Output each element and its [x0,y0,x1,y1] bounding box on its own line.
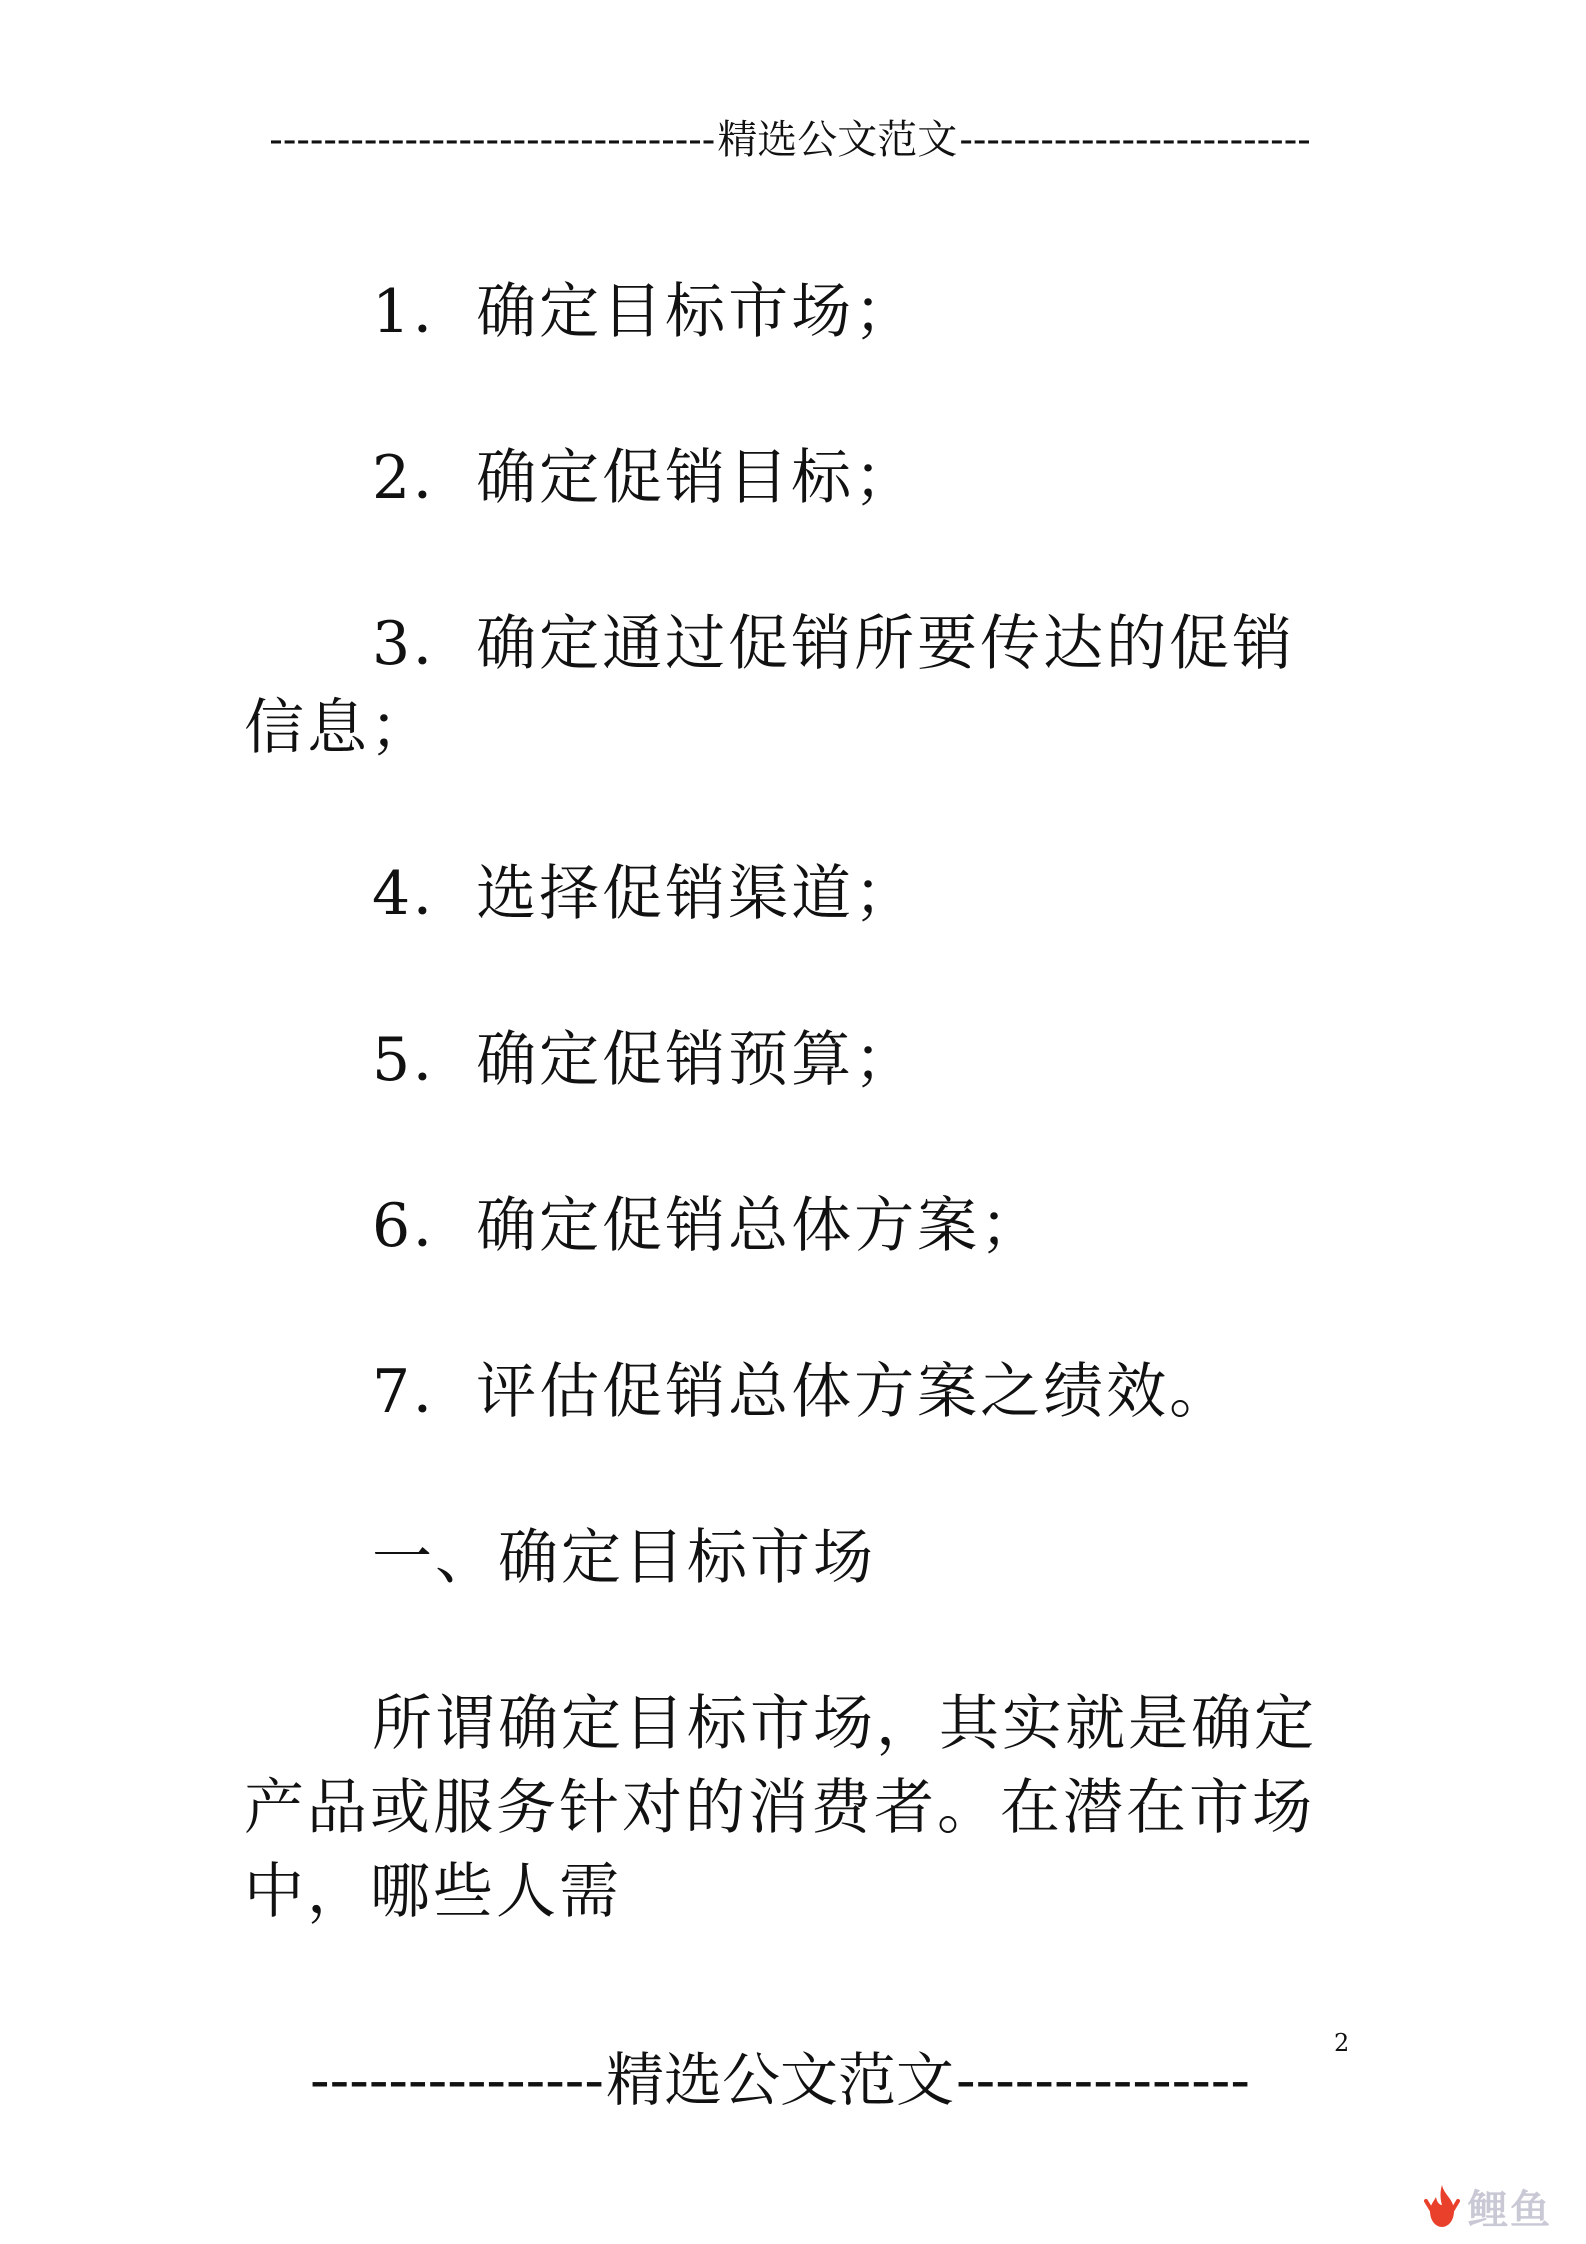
watermark-text: 鲤鱼 [1468,2186,1552,2233]
list-item-2 [244,436,1354,520]
watermark-logo [1420,2176,1570,2236]
list-item-text: 3．确定通过促销所要传达的促销信息； [244,609,1296,763]
list-item-text: 4．选择促销渠道； [372,859,918,929]
footer-left-dashes: --------------- [310,2046,604,2114]
list-item-7 [244,1350,1354,1434]
list-item-text: 6．确定促销总体方案； [372,1191,1044,1261]
list-item-text: 1．确定目标市场； [372,277,918,347]
footer-right-dashes: --------------- [956,2046,1250,2114]
header-right-dashes: -------------------------- [959,117,1311,163]
page-header [240,110,1340,170]
page-footer [240,2040,1320,2120]
list-item-5 [244,1018,1354,1102]
section-heading [244,1516,1354,1600]
page-number: 2 [1334,2029,1350,2057]
body-paragraph [244,1682,1354,1934]
list-item-4 [244,852,1354,936]
list-item-text: 7．评估促销总体方案之绩效。 [372,1357,1233,1427]
list-item-text: 2．确定促销目标； [372,443,918,513]
header-title: 精选公文范文 [717,117,958,163]
list-item-1 [244,270,1354,354]
list-item-text: 5．确定促销预算； [372,1025,918,1095]
list-item-3 [244,602,1354,770]
section-heading-text: 一、确定目标市场 [372,1523,876,1593]
list-item-6 [244,1184,1354,1268]
header-left-dashes: --------------------------------- [269,117,716,163]
fire-logo-icon [1420,2181,1464,2231]
body-paragraph-text: 所谓确定目标市场，其实就是确定产品或服务针对的消费者。在潜在市场中，哪些人需 [244,1689,1317,1927]
footer-title: 精选公文范文 [606,2046,955,2114]
